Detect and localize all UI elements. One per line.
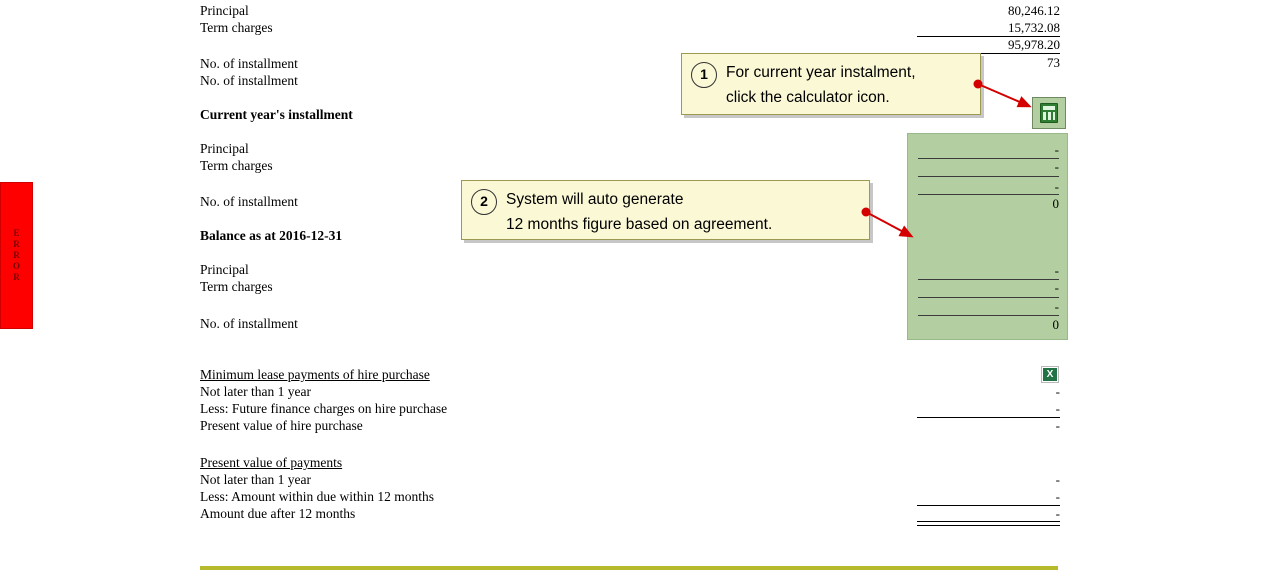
row-label-no-installment-top-2: No. of installment [200,73,298,88]
auto-generated-figures-panel[interactable] [907,133,1068,340]
callout-2-number: 2 [471,189,497,215]
row-label-no-installment-top-1: No. of installment [200,56,298,71]
row-label-principal-top: Principal [200,3,249,18]
row-value-pv-amount-after-12-months: - [1055,506,1060,521]
green-value-4: - [1054,263,1059,278]
green-rule-5 [918,315,1059,316]
row-label-min-future-finance-charges: Less: Future finance charges on hire purchase [200,401,448,416]
error-tab-letter-0: E [13,228,20,238]
callout-1-line-1: For current year instalment, [726,64,916,81]
green-value-3: 0 [1052,196,1059,211]
heading-balance-as-at: Balance as at 2016-12-31 [200,228,343,243]
row-label-no-installment-balance: No. of installment [200,316,298,331]
row-value-pv-amount-within-12-months: - [1055,489,1060,504]
row-label-pv-amount-after-12-months: Amount due after 12 months [200,506,356,521]
rule-pv-2 [917,521,1060,526]
row-value-total-top: 95,978.20 [1008,37,1060,52]
row-label-principal-current: Principal [200,141,249,156]
green-rule-2 [918,194,1059,195]
green-value-0: - [1054,142,1059,157]
calculator-button[interactable] [1032,97,1066,129]
bottom-divider-bar [200,566,1058,570]
callout-1-number: 1 [691,62,717,88]
callout-2-line-1: System will auto generate [506,191,684,208]
row-label-term-charges-current: Term charges [200,158,273,173]
row-label-term-charges-top: Term charges [200,20,273,35]
row-label-no-installment-current: No. of installment [200,194,298,209]
row-label-principal-balance: Principal [200,262,249,277]
row-value-term-charges-top: 15,732.08 [1008,20,1060,35]
row-label-pv-amount-within-12-months: Less: Amount within due within 12 months [200,489,435,504]
green-rule-4 [918,297,1059,298]
row-value-no-installment-top-1: 73 [1047,55,1060,70]
row-value-pv-not-later-1yr: - [1055,472,1060,487]
row-value-min-not-later-1yr: - [1055,384,1060,399]
row-label-min-present-value: Present value of hire purchase [200,418,363,433]
excel-icon-letter: X [1043,368,1057,381]
excel-export-icon[interactable] [1041,366,1059,383]
green-value-2: - [1054,179,1059,194]
section-title-present-value-of-payments: Present value of payments [200,455,343,470]
callout-2-line-2: 12 months figure based on agreement. [506,216,773,233]
row-value-principal-top: 80,246.12 [1008,3,1060,18]
green-value-7: 0 [1052,317,1059,332]
error-tab-letter-4: R [13,272,20,282]
error-tab[interactable] [0,182,33,329]
green-value-1: - [1054,159,1059,174]
green-rule-3 [918,279,1059,280]
error-tab-letter-1: R [13,239,20,249]
callout-2 [461,180,870,240]
callout-1-line-2: click the calculator icon. [726,89,890,106]
section-title-minimum-lease-payments: Minimum lease payments of hire purchase [200,367,430,382]
heading-current-year-installment: Current year's installment [200,107,353,122]
row-value-min-present-value: - [1055,418,1060,433]
green-value-6: - [1054,299,1059,314]
row-label-term-charges-balance: Term charges [200,279,273,294]
green-rule-1 [918,176,1059,177]
callout-1 [681,53,981,115]
row-label-min-not-later-1yr: Not later than 1 year [200,384,311,399]
calculator-icon [1040,103,1058,123]
error-tab-letter-2: R [13,250,20,260]
error-tab-letter-3: O [12,261,20,271]
row-value-min-future-finance-charges: - [1055,401,1060,416]
green-rule-0 [918,158,1059,159]
green-value-5: - [1054,280,1059,295]
row-label-pv-not-later-1yr: Not later than 1 year [200,472,311,487]
